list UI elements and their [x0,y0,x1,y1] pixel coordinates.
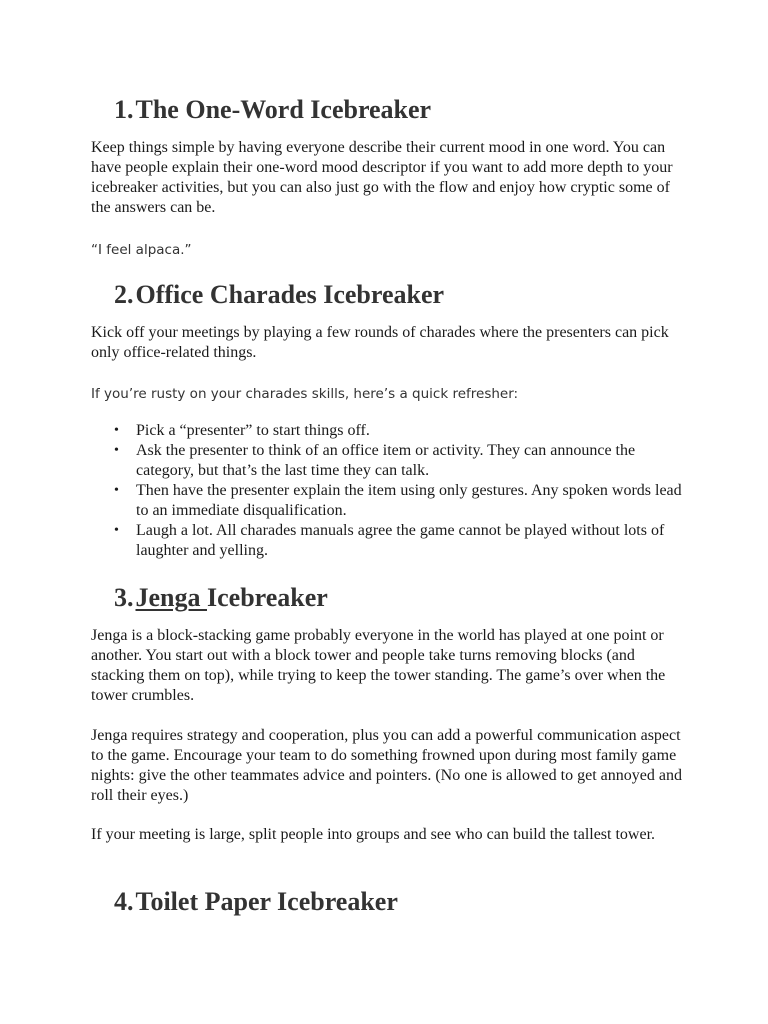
section-3-title: Icebreaker [207,583,328,612]
section-4-number: 4. [114,887,134,916]
section-1-title: The One-Word Icebreaker [135,95,432,124]
jenga-link[interactable]: Jenga [135,583,207,612]
section-1-paragraph: Keep things simple by having everyone describe their current mood in one word. You can have people explain their one-word mood descriptor if you want to add more depth to your icebreaker activities, but you can also just go with the flow and enjoy how cryptic some of the answers can be. [91,139,673,216]
section-3-heading [114,583,328,613]
section-3-paragraph-2: Jenga requires strategy and cooperation, plus you can add a powerful communication aspect to the game. Encourage your team to do something frowned upon during most family game nights: give the other teammates advice and pointers. (No one is allowed to get annoyed and roll their eyes.) [91,727,682,804]
section-1-quote: “I feel alpaca.” [91,242,192,258]
list-item-text: Ask the presenter to think of an office item or activity. They can announce the category, but that’s the last time they can talk. [136,442,636,479]
section-2-heading [114,280,444,310]
section-3-paragraph-1: Jenga is a block-stacking game probably everyone in the world has played at one point or another. You start out with a block tower and people take turns removing blocks (and stacking them on top), while trying to keep the tower standing. The game’s over when the tower crumbles. [91,627,666,704]
section-1-heading [114,95,431,125]
list-item [112,421,692,441]
list-item-text: Pick a “presenter” to start things off. [136,422,370,439]
list-item-text: Laugh a lot. All charades manuals agree the game cannot be played without lots of laughter and yelling. [136,522,665,559]
list-item-text: Then have the presenter explain the item using only gestures. Any spoken words lead to an immediate disqualification. [136,482,682,519]
section-2-title: Office Charades Icebreaker [135,280,445,309]
section-2-refresher-intro: If you’re rusty on your charades skills, here’s a quick refresher: [91,386,519,402]
section-3-number: 3. [114,583,134,612]
section-3-paragraph-3: If your meeting is large, split people into groups and see who can build the tallest tower. [91,826,656,843]
section-4-heading [114,887,398,917]
charades-steps-list [112,421,692,561]
section-2-number: 2. [114,280,134,309]
list-item [112,481,692,521]
list-item [112,441,692,481]
section-1-number: 1. [114,95,134,124]
section-4-title: Toilet Paper Icebreaker [135,887,398,916]
section-2-paragraph: Kick off your meetings by playing a few rounds of charades where the presenters can pick only office-related things. [91,324,669,361]
list-item [112,521,692,561]
